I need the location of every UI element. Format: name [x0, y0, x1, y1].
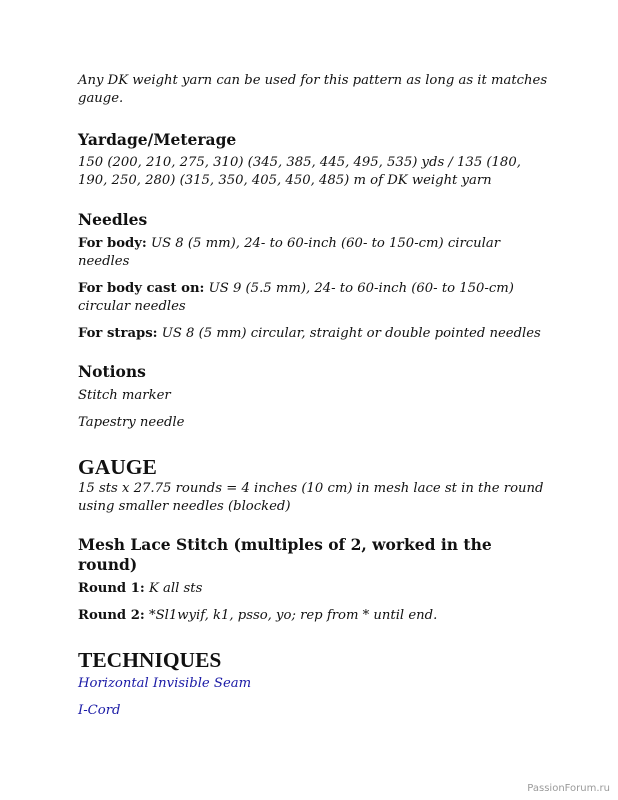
- intro-text: Any DK weight yarn can be used for this pattern as long as it matches gauge.: [78, 73, 548, 106]
- gauge-text: 15 sts x 27.75 rounds = 4 inches (10 cm) in mesh lace st in the round using smaller needles (blocked): [78, 481, 544, 514]
- needle-row-straps: [78, 325, 548, 343]
- watermark-text: PassionForum.ru: [527, 783, 610, 794]
- technique-link-i-cord[interactable]: I-Cord: [78, 703, 121, 718]
- needle-label: For straps:: [78, 326, 158, 341]
- needle-value: US 9 (5.5 mm), 24- to 60-inch (60- to 150-cm) circular needles: [78, 281, 514, 314]
- needle-value: US 8 (5 mm) circular, straight or double pointed needles: [161, 326, 541, 341]
- round-value: K all sts: [149, 581, 203, 596]
- mesh-stitch-heading: Mesh Lace Stitch (multiples of 2, worked in the round): [78, 535, 492, 574]
- needle-value: US 8 (5 mm), 24- to 60-inch (60- to 150-cm) circular needles: [78, 236, 501, 269]
- pattern-page: [78, 72, 548, 720]
- round-label: Round 2:: [78, 608, 145, 623]
- gauge-heading: GAUGE: [78, 455, 157, 479]
- round-row: [78, 607, 548, 625]
- needle-label: For body:: [78, 236, 147, 251]
- round-row: [78, 580, 548, 598]
- notions-heading: Notions: [78, 362, 146, 381]
- notion-item: Stitch marker: [78, 388, 171, 403]
- needles-heading: Needles: [78, 210, 148, 229]
- needle-row-cast-on: [78, 280, 548, 316]
- needle-label: For body cast on:: [78, 281, 205, 296]
- technique-link-horizontal-invisible-seam[interactable]: Horizontal Invisible Seam: [78, 676, 252, 691]
- notion-item: Tapestry needle: [78, 415, 185, 430]
- round-label: Round 1:: [78, 581, 145, 596]
- yardage-text: 150 (200, 210, 275, 310) (345, 385, 445, 495, 535) yds / 135 (180, 190, 250, 280) (315, 350, 405, 450, 485) m of DK weight yarn: [78, 155, 521, 188]
- yardage-heading: Yardage/Meterage: [78, 130, 237, 149]
- round-value: *Sl1wyif, k1, psso, yo; rep from * until end.: [149, 608, 438, 623]
- needle-row-body: [78, 235, 548, 271]
- techniques-heading: TECHNIQUES: [78, 648, 222, 672]
